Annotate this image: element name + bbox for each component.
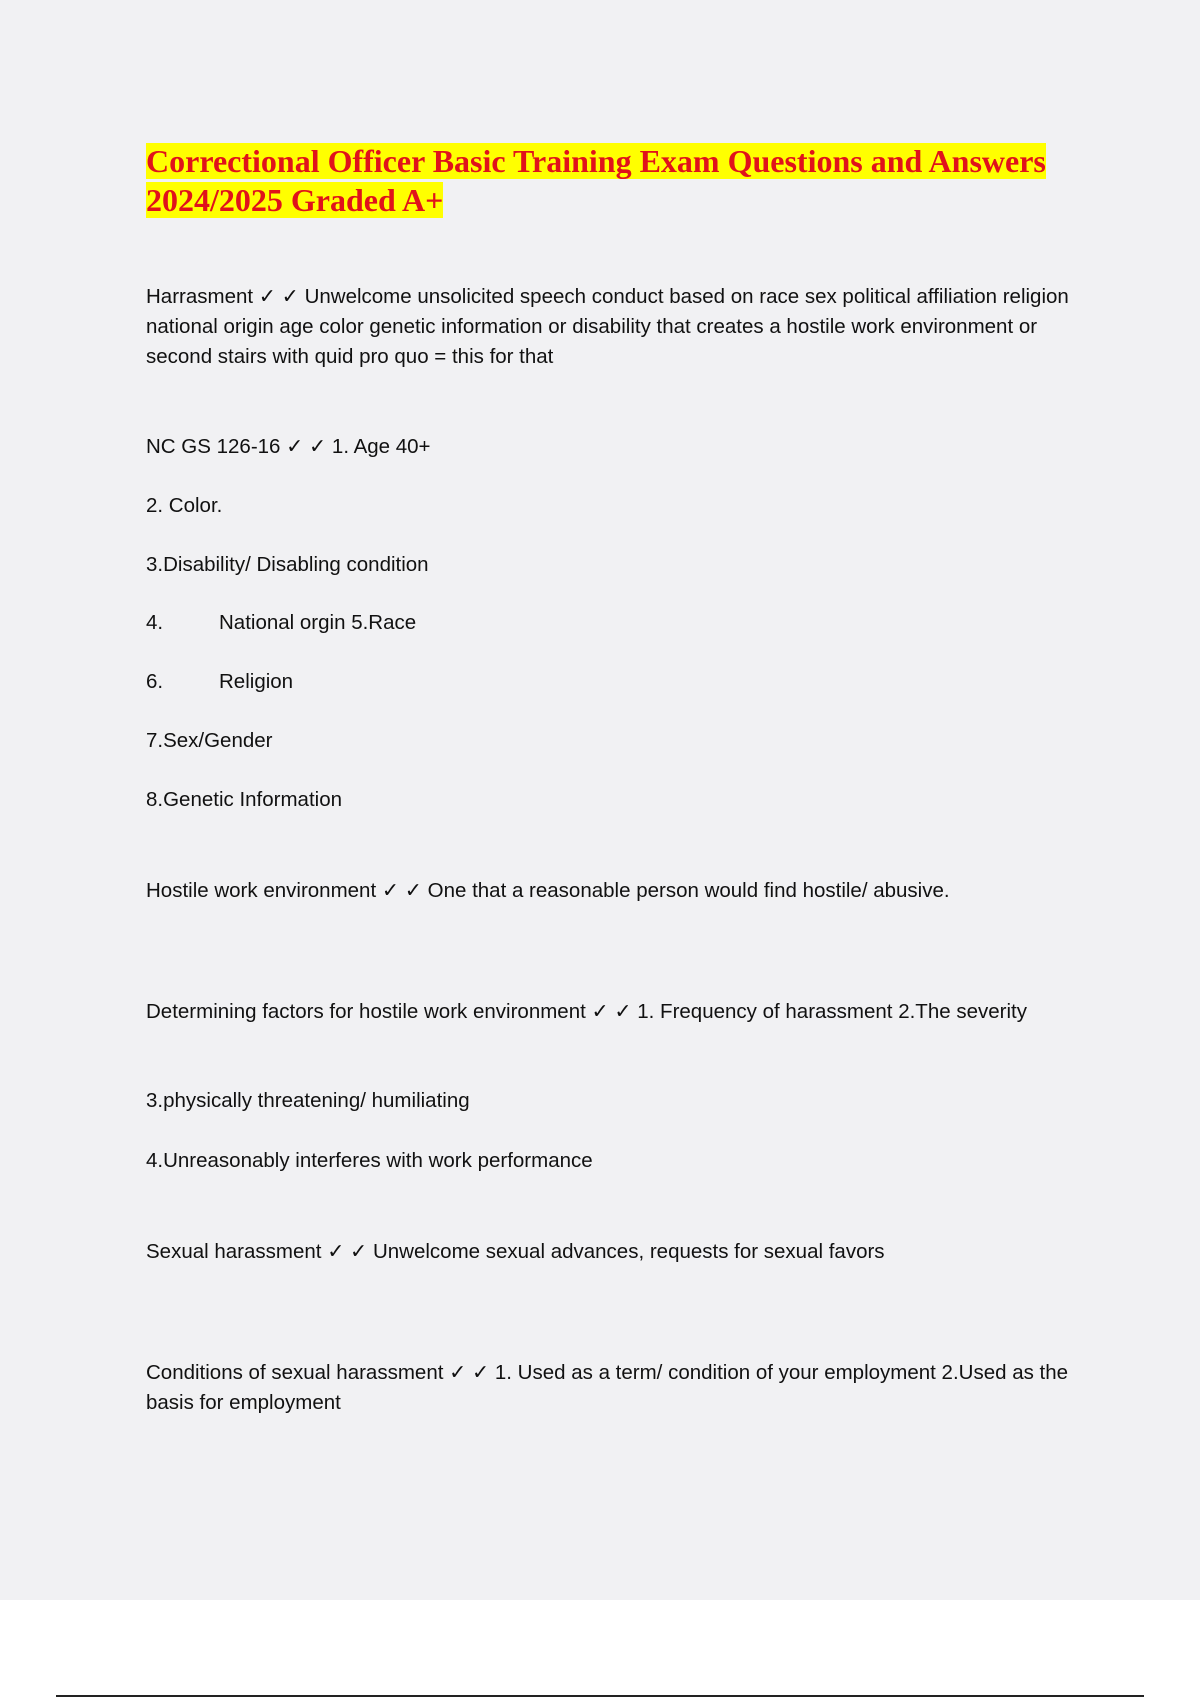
entry-term: Harrasment <box>146 285 254 308</box>
qa-entry-sexual <box>146 1237 1091 1267</box>
entry-term: Hostile work environment <box>146 879 377 902</box>
checkmark-icon: ✓ ✓ <box>381 879 422 902</box>
title-block <box>146 142 1091 220</box>
entry-answer: One that a reasonable person would find hostile/ abusive. <box>427 879 950 902</box>
entry-term: Determining factors for hostile work environment <box>146 1000 586 1023</box>
list-item-number: 4. <box>146 611 164 634</box>
checkmark-icon: ✓ ✓ <box>286 435 327 458</box>
qa-entry-harrasment <box>146 282 1091 372</box>
checkmark-icon: ✓ ✓ <box>258 285 299 308</box>
page-divider <box>56 1695 1144 1697</box>
qa-entry-factors <box>146 997 1091 1027</box>
checkmark-icon: ✓ ✓ <box>591 1000 632 1023</box>
list-item: 3.Disability/ Disabling condition <box>146 553 429 576</box>
document-content <box>146 142 1091 1414</box>
entry-answer: Unwelcome sexual advances, requests for sexual favors <box>372 1240 885 1263</box>
list-item: 2. Color. <box>146 494 223 517</box>
checkmark-icon: ✓ ✓ <box>327 1240 368 1263</box>
list-item: 4.Unreasonably interferes with work performance <box>146 1149 593 1172</box>
list-item-number: 6. <box>146 670 164 693</box>
entry-answer: 1. Age 40+ <box>331 435 431 458</box>
qa-entry-conditions <box>146 1358 1091 1418</box>
document-title: Correctional Officer Basic Training Exam Questions and Answers 2024/2025 Graded A+ <box>146 143 1046 218</box>
qa-entry-hostile <box>146 876 1091 906</box>
list-item: 7.Sex/Gender <box>146 729 273 752</box>
entry-answer: 1. Frequency of harassment 2.The severity <box>637 1000 1027 1023</box>
list-item <box>146 608 1091 638</box>
list-item: 8.Genetic Information <box>146 788 342 811</box>
entry-answer: Unwelcome unsolicited speech conduct based on race sex political affiliation religion national origin age color genetic information or disability that creates a hostile work environment or second stairs with quid pro quo = this for that <box>146 285 1069 368</box>
checkmark-icon: ✓ ✓ <box>449 1361 490 1384</box>
list-item: 3.physically threatening/ humiliating <box>146 1089 470 1112</box>
qa-entry-ncgs <box>146 432 1091 462</box>
entry-term: Sexual harassment <box>146 1240 322 1263</box>
list-item-text: National orgin 5.Race <box>219 611 417 634</box>
list-item-text: Religion <box>219 670 294 693</box>
entry-term: NC GS 126-16 <box>146 435 281 458</box>
list-item <box>146 667 1091 697</box>
entry-term: Conditions of sexual harassment <box>146 1361 444 1384</box>
entry-answer: 1. Used as a term/ condition of your employment 2.Used as the basis for employment <box>146 1361 1069 1414</box>
